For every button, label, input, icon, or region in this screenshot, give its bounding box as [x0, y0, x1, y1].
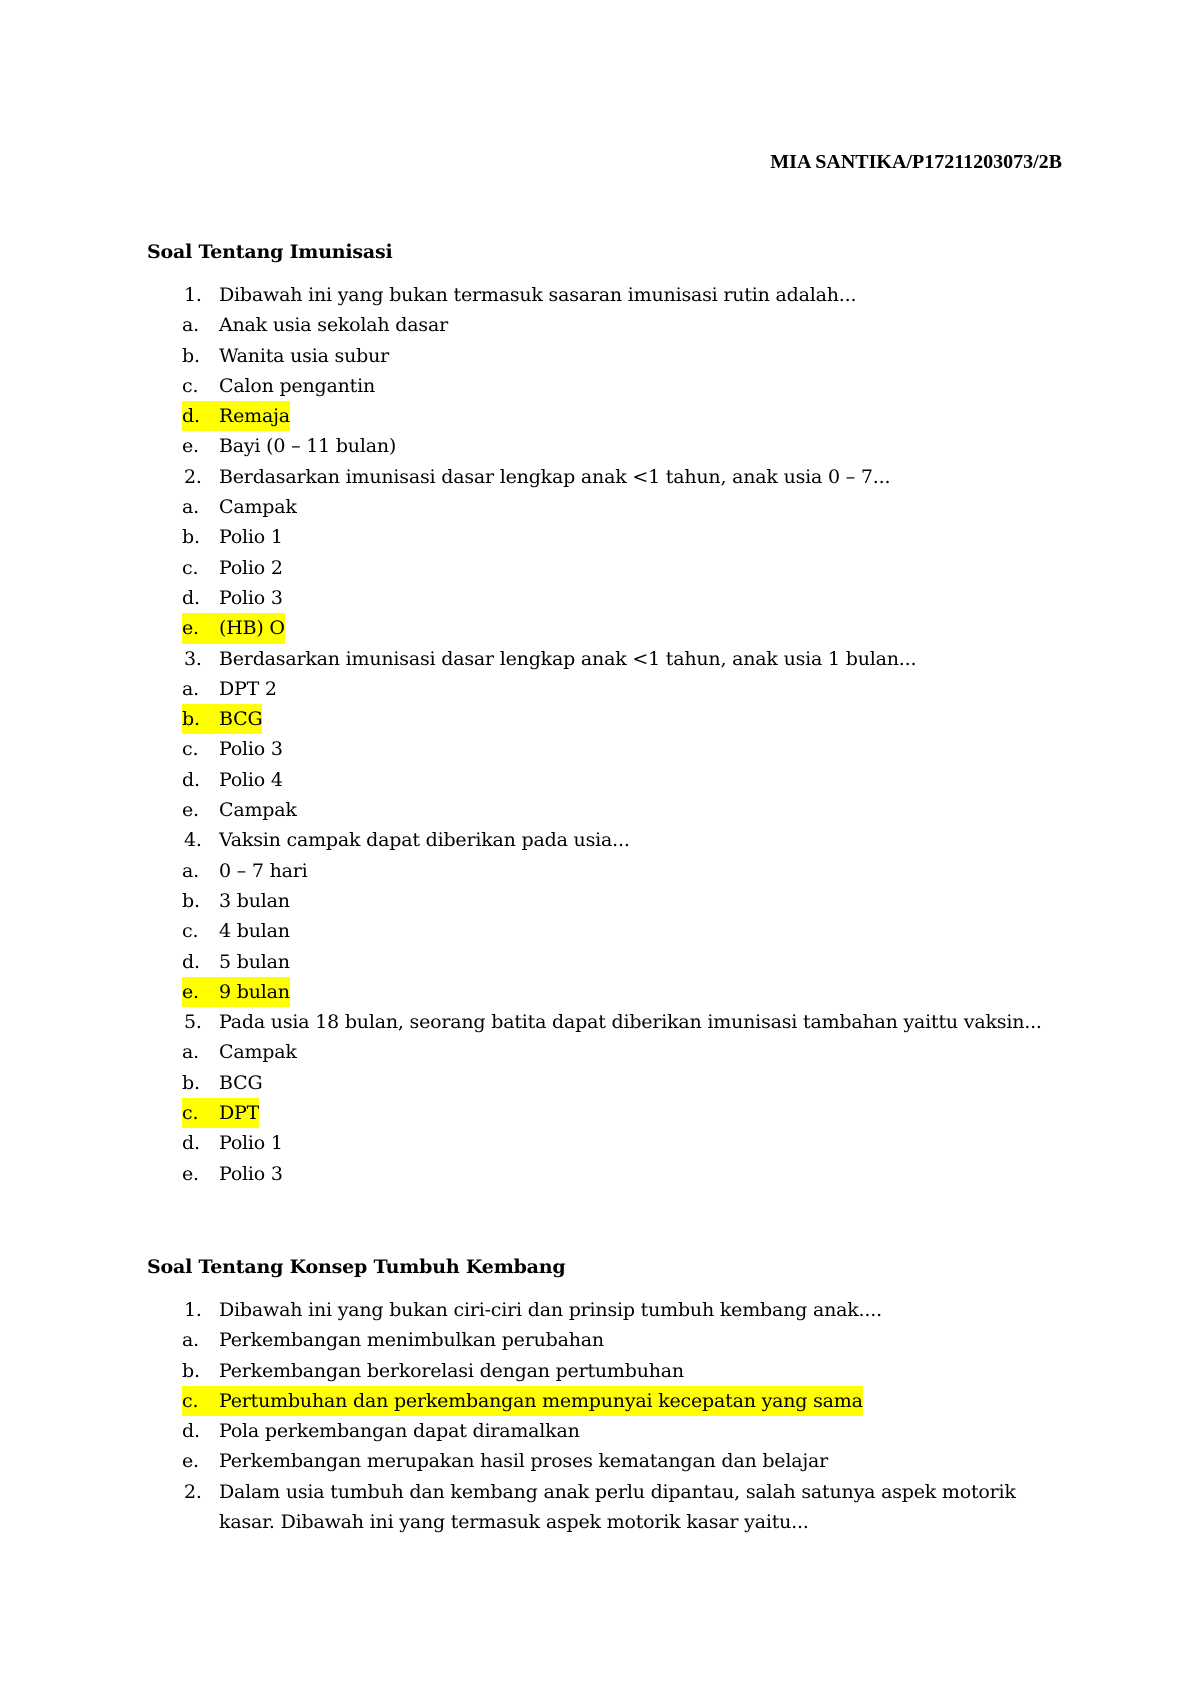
question-number: 5.	[184, 1011, 202, 1034]
answer-option	[147, 765, 1077, 795]
option-letter: b.	[182, 1071, 200, 1094]
answer-option-highlighted	[147, 704, 1077, 734]
option-content	[182, 947, 290, 977]
option-text: Polio 2	[219, 556, 283, 579]
question-text: Dibawah ini yang bukan termasuk sasaran imunisasi rutin adalah...	[219, 284, 857, 306]
option-text: Perkembangan menimbulkan perubahan	[219, 1329, 604, 1352]
option-text: Pola perkembangan dapat diramalkan	[219, 1420, 580, 1443]
question-list	[147, 280, 1077, 1189]
option-letter: b.	[182, 708, 200, 731]
option-letter: b.	[182, 1359, 200, 1382]
option-letter: e.	[182, 1450, 199, 1473]
option-letter: d.	[182, 586, 200, 609]
option-text: Wanita usia subur	[219, 344, 390, 367]
option-content	[182, 613, 285, 643]
answer-option	[147, 856, 1077, 886]
answer-option	[147, 947, 1077, 977]
option-text: Campak	[219, 799, 297, 822]
answer-option	[147, 1356, 1077, 1386]
section-tumbuh-kembang	[147, 1255, 1077, 1537]
option-content	[182, 310, 448, 340]
option-letter: c.	[182, 738, 199, 761]
option-text: Campak	[219, 496, 297, 519]
answer-option	[147, 553, 1077, 583]
option-text: Anak usia sekolah dasar	[219, 314, 448, 337]
option-letter: d.	[182, 1420, 200, 1443]
option-content	[182, 1386, 863, 1416]
section-title: Soal Tentang Konsep Tumbuh Kembang	[147, 1256, 566, 1278]
option-content	[182, 1159, 283, 1189]
answer-option	[147, 1325, 1077, 1355]
option-text: 0 – 7 hari	[219, 859, 308, 882]
option-text: Perkembangan merupakan hasil proses kematangan dan belajar	[219, 1450, 829, 1473]
answer-option	[147, 886, 1077, 916]
option-letter: d.	[182, 1132, 200, 1155]
option-letter: e.	[182, 435, 199, 458]
option-letter: a.	[182, 496, 199, 519]
answer-option	[147, 1037, 1077, 1067]
question-number: 3.	[184, 647, 202, 670]
answer-option	[147, 341, 1077, 371]
option-text: Polio 3	[219, 738, 283, 761]
question-text: Dalam usia tumbuh dan kembang anak perlu dipantau, salah satunya aspek motorik kasar. Dibawah ini yang termasuk aspek motorik kasar yaitu...	[219, 1480, 1016, 1534]
question-number: 2.	[184, 465, 202, 488]
option-text: (HB) O	[219, 617, 285, 640]
option-text: 3 bulan	[219, 889, 290, 912]
question	[147, 1295, 1077, 1325]
option-letter: a.	[182, 677, 199, 700]
option-content	[182, 401, 290, 431]
answer-option	[147, 583, 1077, 613]
answer-option	[147, 1446, 1077, 1476]
question-text: Berdasarkan imunisasi dasar lengkap anak <1 tahun, anak usia 1 bulan...	[219, 647, 917, 670]
option-content	[182, 341, 389, 371]
option-content	[182, 734, 283, 764]
option-letter: a.	[182, 1041, 199, 1064]
option-text: 5 bulan	[219, 950, 290, 973]
option-content	[182, 492, 297, 522]
option-content	[182, 765, 283, 795]
answer-option	[147, 916, 1077, 946]
option-letter: c.	[182, 920, 199, 943]
option-text: Polio 3	[219, 586, 283, 609]
option-letter: d.	[182, 768, 200, 791]
answer-option	[147, 492, 1077, 522]
option-letter: e.	[182, 617, 199, 640]
question-list	[147, 1295, 1077, 1537]
option-letter: d.	[182, 950, 200, 973]
option-content	[182, 1037, 297, 1067]
option-letter: b.	[182, 344, 200, 367]
option-letter: c.	[182, 556, 199, 579]
option-content	[182, 886, 290, 916]
answer-option	[147, 371, 1077, 401]
option-content	[182, 1356, 684, 1386]
answer-option	[147, 734, 1077, 764]
option-text: Polio 3	[219, 1162, 283, 1185]
question	[147, 825, 1077, 855]
answer-option-highlighted	[147, 401, 1077, 431]
option-content	[182, 977, 290, 1007]
answer-option-highlighted	[147, 1386, 1077, 1416]
question	[147, 1477, 1077, 1538]
option-letter: a.	[182, 859, 199, 882]
option-letter: e.	[182, 799, 199, 822]
answer-option	[147, 431, 1077, 461]
answer-option-highlighted	[147, 613, 1077, 643]
answer-option	[147, 310, 1077, 340]
option-text: Polio 1	[219, 526, 283, 549]
author-header: MIA SANTIKA/P17211203073/2B	[770, 151, 1062, 173]
option-content	[182, 856, 308, 886]
option-content	[182, 522, 283, 552]
question-text: Vaksin campak dapat diberikan pada usia...	[219, 829, 630, 852]
question	[147, 1007, 1077, 1037]
question-number: 4.	[184, 829, 202, 852]
option-text: Polio 4	[219, 768, 283, 791]
option-content	[182, 1098, 259, 1128]
option-text: BCG	[219, 708, 263, 731]
option-text: Remaja	[219, 405, 290, 428]
option-content	[182, 916, 290, 946]
option-content	[182, 704, 262, 734]
option-text: DPT	[219, 1102, 260, 1125]
answer-option-highlighted	[147, 1098, 1077, 1128]
option-content	[182, 431, 396, 461]
option-letter: c.	[182, 374, 199, 397]
option-content	[182, 371, 375, 401]
option-content	[182, 674, 277, 704]
option-text: 9 bulan	[219, 980, 290, 1003]
option-text: Pertumbuhan dan perkembangan mempunyai kecepatan yang sama	[219, 1389, 863, 1412]
option-content	[182, 583, 283, 613]
option-letter: a.	[182, 1329, 199, 1352]
section-title: Soal Tentang Imunisasi	[147, 241, 393, 263]
option-letter: e.	[182, 1162, 199, 1185]
answer-option	[147, 1068, 1077, 1098]
answer-option-highlighted	[147, 977, 1077, 1007]
question-text: Berdasarkan imunisasi dasar lengkap anak <1 tahun, anak usia 0 – 7...	[219, 465, 891, 488]
option-letter: d.	[182, 405, 200, 428]
section-imunisasi	[147, 240, 1077, 1189]
option-content	[182, 553, 283, 583]
option-text: BCG	[219, 1071, 263, 1094]
option-content	[182, 1325, 604, 1355]
question-number: 1.	[184, 284, 202, 306]
option-content	[182, 795, 297, 825]
option-letter: a.	[182, 314, 199, 337]
option-content	[182, 1446, 828, 1476]
option-letter: c.	[182, 1389, 199, 1412]
option-letter: b.	[182, 889, 200, 912]
question	[147, 280, 1077, 310]
option-text: DPT 2	[219, 677, 277, 700]
option-text: Perkembangan berkorelasi dengan pertumbuhan	[219, 1359, 684, 1382]
option-letter: b.	[182, 526, 200, 549]
option-content	[182, 1416, 580, 1446]
question-text: Dibawah ini yang bukan ciri-ciri dan prinsip tumbuh kembang anak....	[219, 1299, 882, 1321]
option-letter: e.	[182, 980, 199, 1003]
option-content	[182, 1128, 283, 1158]
question-text: Pada usia 18 bulan, seorang batita dapat diberikan imunisasi tambahan yaittu vaksin...	[219, 1011, 1042, 1034]
option-text: 4 bulan	[219, 920, 290, 943]
option-text: Bayi (0 – 11 bulan)	[219, 435, 397, 458]
answer-option	[147, 522, 1077, 552]
question-number: 1.	[184, 1299, 202, 1321]
answer-option	[147, 1159, 1077, 1189]
answer-option	[147, 1128, 1077, 1158]
option-content	[182, 1068, 262, 1098]
option-text: Campak	[219, 1041, 297, 1064]
answer-option	[147, 1416, 1077, 1446]
answer-option	[147, 674, 1077, 704]
question	[147, 462, 1077, 492]
question	[147, 644, 1077, 674]
option-letter: c.	[182, 1102, 199, 1125]
answer-option	[147, 795, 1077, 825]
option-text: Calon pengantin	[219, 374, 375, 397]
question-number: 2.	[184, 1480, 202, 1503]
option-text: Polio 1	[219, 1132, 283, 1155]
